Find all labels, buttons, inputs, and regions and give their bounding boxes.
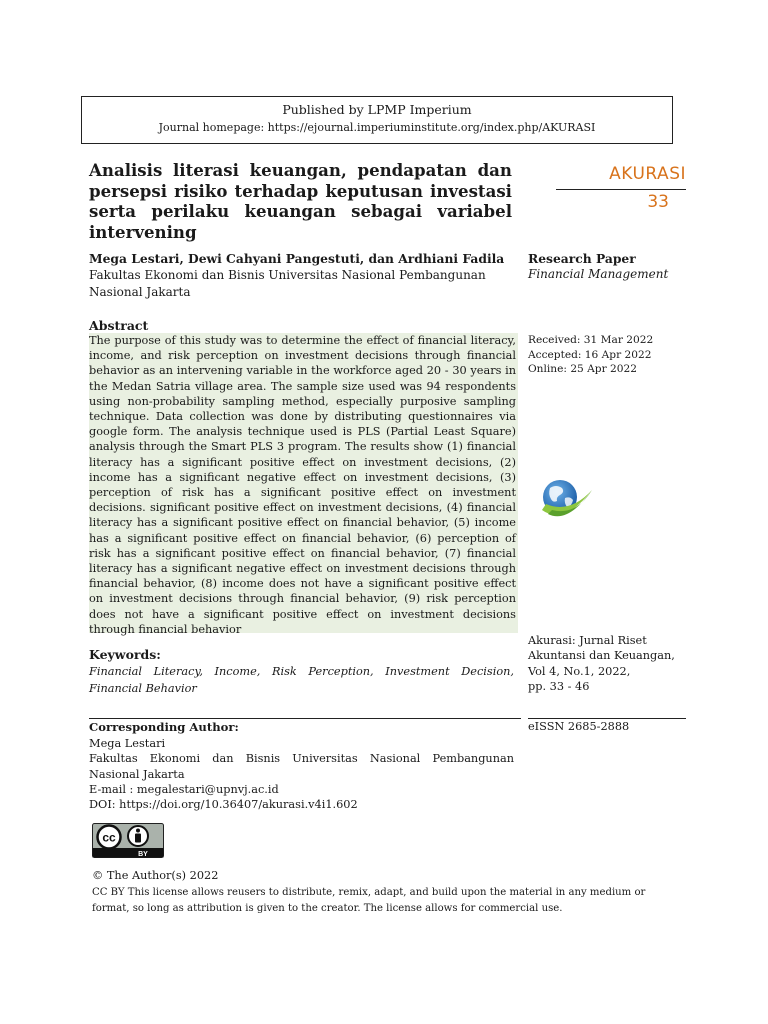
corresponding-email[interactable]: E-mail : megalestari@upnvj.ac.id [89,782,279,796]
corresponding-affiliation: Fakultas Ekonomi dan Bisnis Universitas Nasional Pembangunan Nasional Jakarta [89,752,514,781]
globe-swoosh-icon [538,476,596,524]
corresponding-details [89,736,514,812]
citation-line-1: Akurasi: Jurnal Riset [528,634,647,647]
journal-name: AKURASI [609,164,686,184]
keywords-heading: Keywords: [89,647,161,662]
journal-divider [556,189,686,190]
eissn-divider [528,718,686,719]
paper-title: Analisis literasi keuangan, pendapatan dan persepsi risiko terhadap keputusan investasi serta perilaku keuangan sebagai variabel intervening [89,160,512,242]
online-date: Online: 25 Apr 2022 [528,363,637,376]
cc-text: cc [102,830,116,845]
accepted-date: Accepted: 16 Apr 2022 [528,348,652,361]
abstract-text: The purpose of this study was to determine the effect of financial literacy, income, and risk perception on investment decisions through financial behavior as an intervening variable in the workforce aged 20 - 30 years in the Medan Satria village area. The sample size used was 94 respondents using non-probability sampling method, especially purposive sampling technique. Data collection was done by distributing questionnaires via google form. The analysis technique used is PLS (Partial Least Square) analysis through the Smart PLS 3 program. The results show (1) financial literacy has a significant positive effect on investment decisions, (2) income has a significant negative effect on investment decisions, (3) perception of risk has a significant positive effect on investment decisions. significant positive effect on investment decisions, (4) financial literacy has a significant positive effect on financial behavior, (5) income has a significant positive effect on financial behavior, (6) perception of risk has a significant positive effect on financial behavior, (7) financial literacy has a significant negative effect on investment decisions through financial behavior, (8) income does not have a significant positive effect on investment decisions through financial behavior, (9) risk perception does not have a significant positive effect on investment decisions through financial behavior [89,334,516,636]
citation-line-2: Akuntansi dan Keuangan, [528,649,675,663]
abstract-heading: Abstract [89,318,149,333]
paper-field: Financial Management [528,267,669,281]
doi-link[interactable]: DOI: https://doi.org/10.36407/akurasi.v4i1.602 [89,798,358,812]
author-affiliation: Fakultas Ekonomi dan Bisnis Universitas Nasional Pembangunan Nasional Jakarta [89,268,486,299]
citation-line-3: Vol 4, No.1, 2022, [528,664,631,678]
journal-header-box [81,96,673,144]
corresponding-divider [89,718,521,719]
by-text: BY [138,851,148,858]
journal-page-number: 33 [647,192,669,212]
keywords-text: Financial Literacy, Income, Risk Perception, Investment Decision, Financial Behavior [89,665,514,695]
paper-type: Research Paper [528,251,636,266]
corresponding-name: Mega Lestari [89,737,166,750]
copyright-notice: © The Author(s) 2022 [92,869,219,882]
publication-dates [528,333,653,377]
author-list: Mega Lestari, Dewi Cahyani Pangestuti, dan Ardhiani Fadila [89,251,505,266]
eissn: eISSN 2685-2888 [528,720,630,733]
cc-by-license-icon[interactable] [92,823,164,858]
corresponding-heading: Corresponding Author: [89,720,239,734]
journal-citation [528,633,688,694]
journal-homepage[interactable]: Journal homepage: https://ejournal.imperiuminstitute.org/index.php/AKURASI [158,121,596,134]
license-text: CC BY This license allows reusers to distribute, remix, adapt, and build upon the material in any medium or format, so long as attribution is given to the creator. The license allows for commercial use. [92,887,646,914]
citation-line-4: pp. 33 - 46 [528,679,590,693]
received-date: Received: 31 Mar 2022 [528,334,654,346]
publisher-line: Published by LPMP Imperium [282,102,472,117]
